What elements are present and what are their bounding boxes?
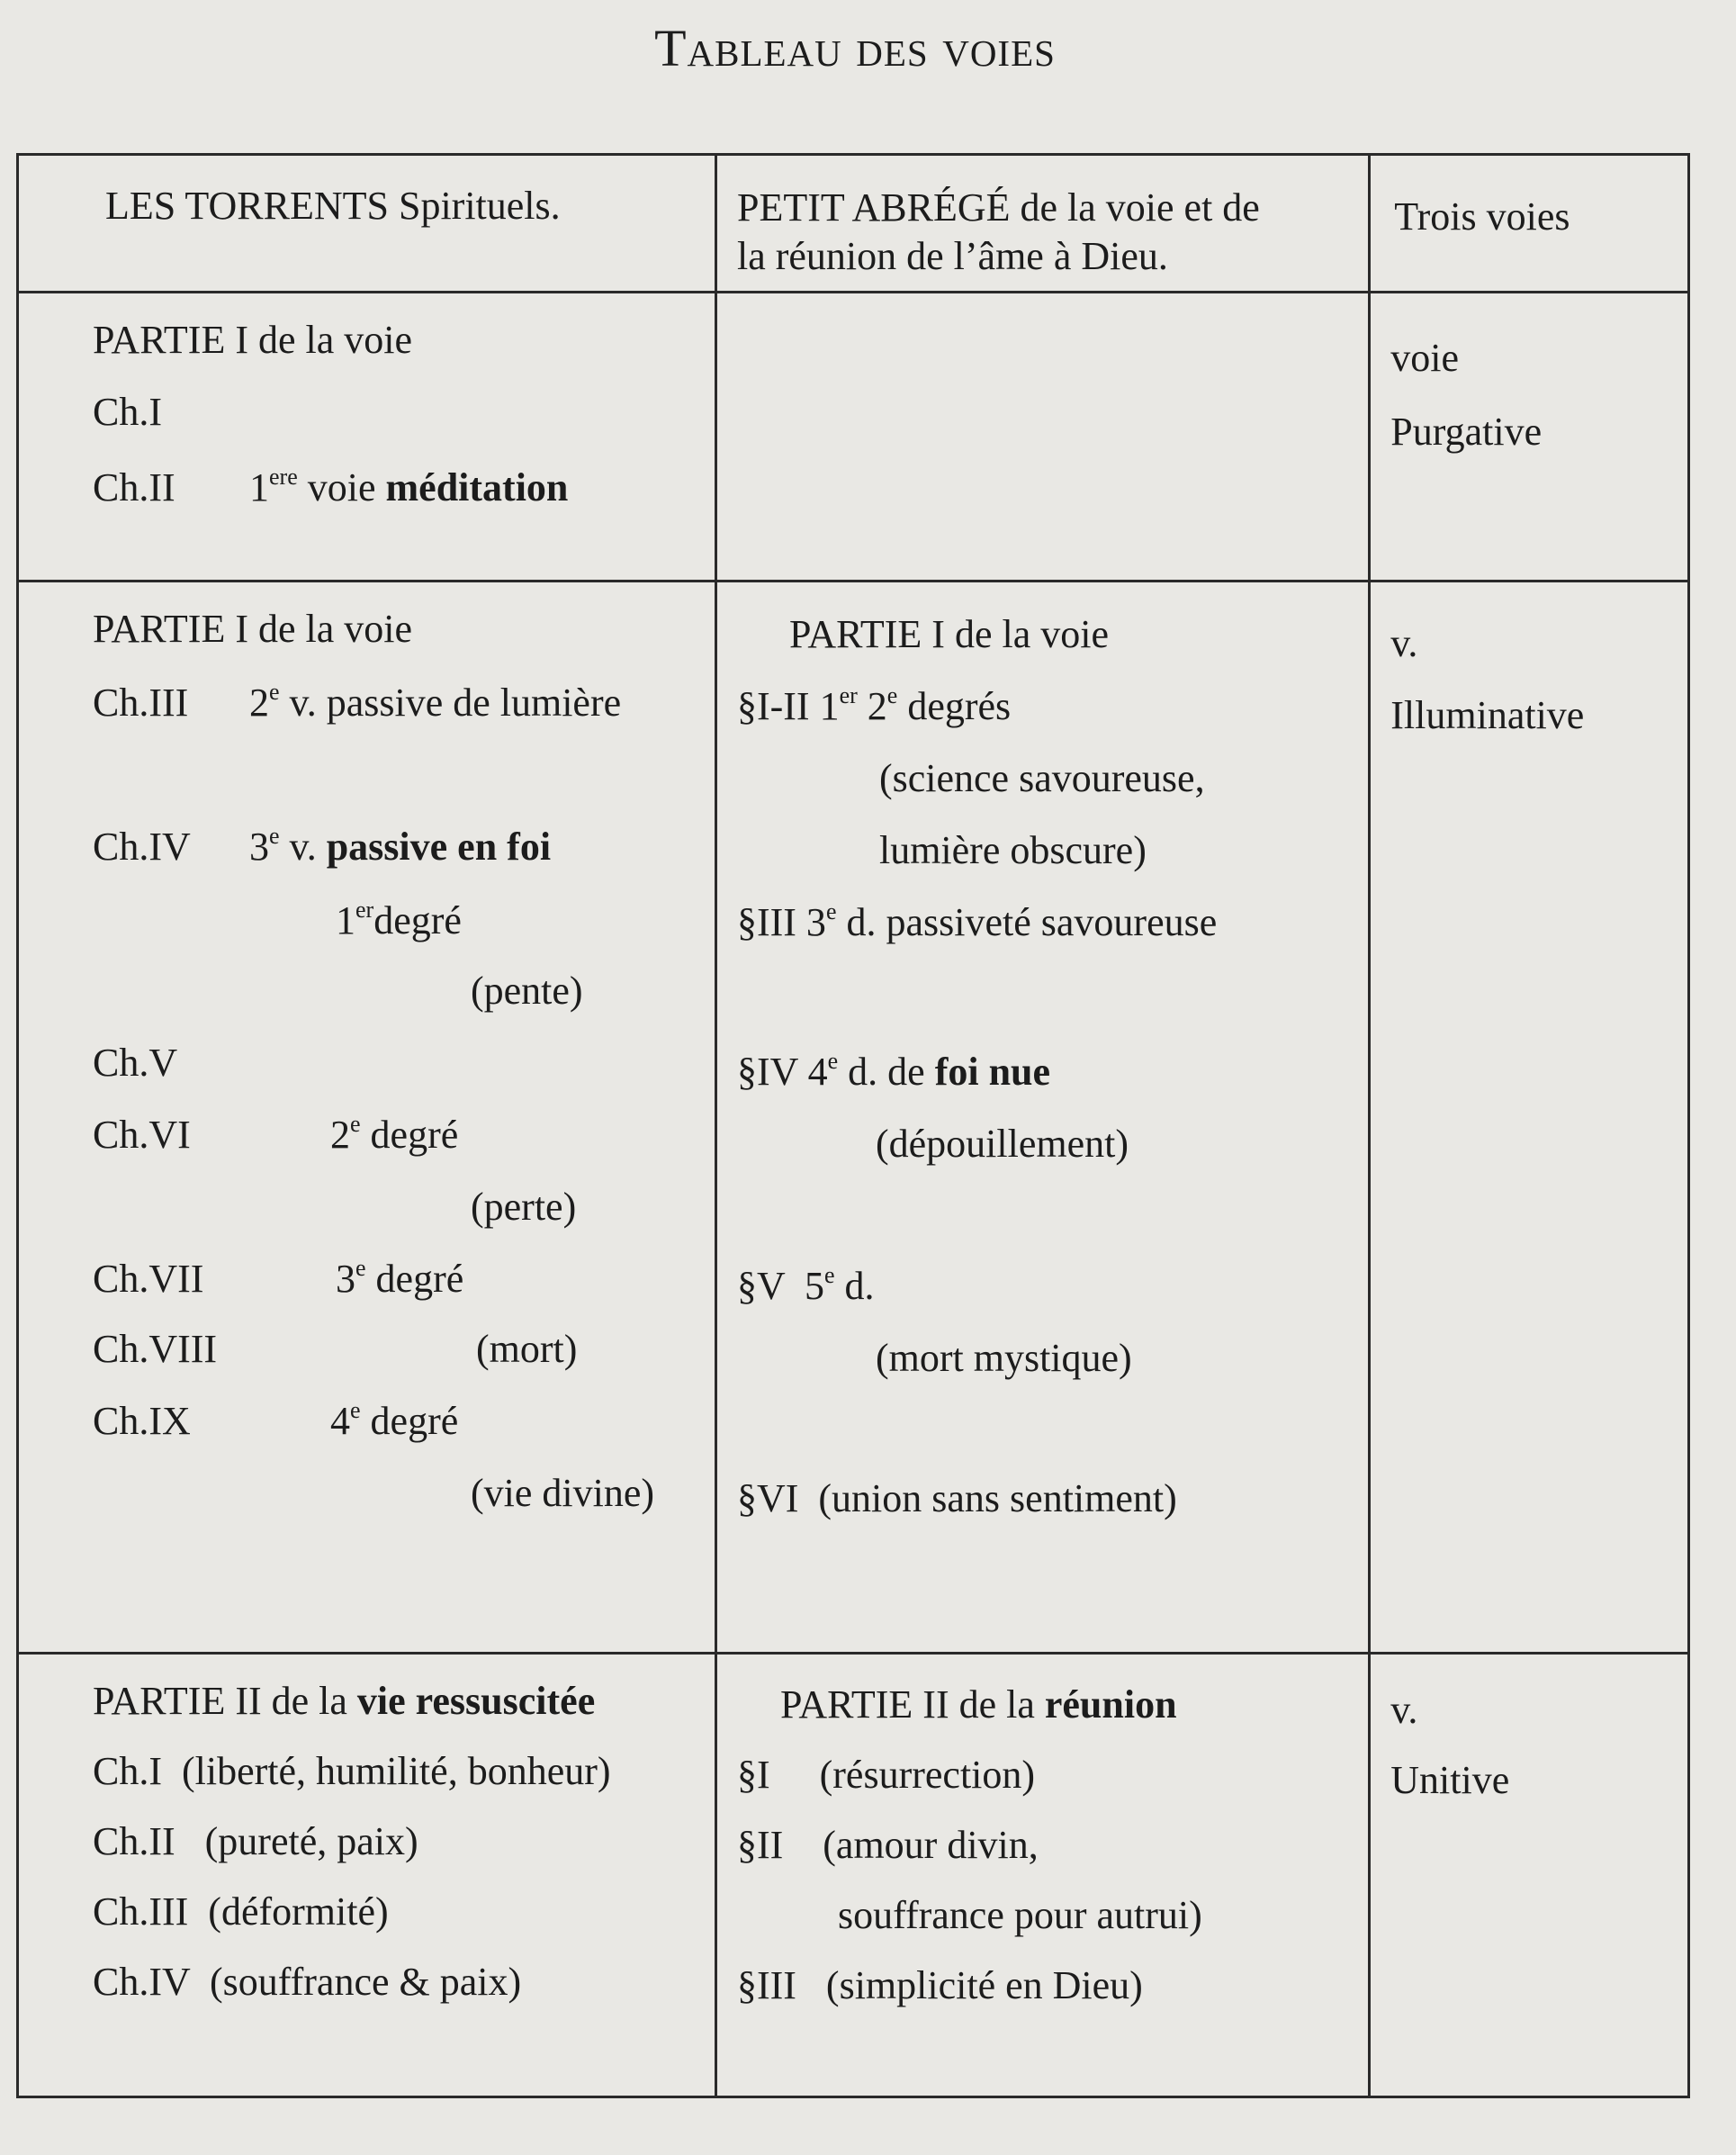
deg3-text: degré (365, 1257, 464, 1301)
deg4-num: 4 (330, 1399, 350, 1443)
row-unitive (18, 1654, 1689, 2097)
header-col3-text: Trois voies (1394, 194, 1570, 239)
deg4-text: degré (360, 1399, 459, 1443)
illum-ch5: Ch.V (93, 1041, 178, 1085)
unit2-reunion: réunion (1044, 1682, 1177, 1727)
header-torrents (18, 155, 716, 293)
header-row (18, 155, 1689, 293)
header-trois-voies (1370, 155, 1689, 293)
row-purgative (18, 293, 1689, 582)
deg1-text: degré (373, 898, 462, 942)
illum-deg1 (336, 897, 462, 942)
ch4-text: v. (279, 825, 327, 869)
s5-b: d. (834, 1264, 875, 1308)
deg2-num: 2 (330, 1113, 350, 1157)
illuminative-col1 (18, 582, 716, 1654)
unit-partie-a: PARTIE II de la (93, 1679, 357, 1723)
illum-ch4: Ch.IV (93, 825, 191, 869)
unit-partie (93, 1679, 596, 1723)
unit2-s3: §III (simplicité en Dieu) (736, 1963, 1143, 2007)
deg3-sup: e (355, 1255, 366, 1281)
deg3-num: 3 (336, 1257, 355, 1301)
illum-ch6: Ch.VI (93, 1113, 191, 1157)
s12-sup1: er (839, 682, 858, 708)
voies-table (16, 153, 1690, 2098)
illuminative-label: Illuminative (1390, 693, 1585, 737)
unit2-partie-a: PARTIE II de la (779, 1682, 1045, 1727)
deg2-text: degré (360, 1113, 459, 1157)
unitive-col3 (1370, 1654, 1689, 2097)
illum2-depouillement: (dépouillement) (875, 1122, 1129, 1166)
ch4-passive-en-foi: passive en foi (326, 825, 552, 869)
purgative-ch1: Ch.I (93, 390, 162, 434)
unitive-v: v. (1390, 1688, 1418, 1732)
purgative-voie: voie (1390, 336, 1460, 380)
purgative-ch2: Ch.II (93, 465, 175, 509)
unit2-s2b: souffrance pour autrui) (837, 1893, 1202, 1937)
illuminative-col2 (715, 582, 1369, 1654)
illum-deg3 (336, 1255, 464, 1301)
unitive-col2 (715, 1654, 1369, 2097)
illum2-s6: §VI (union sans sentiment) (736, 1476, 1177, 1520)
deg4-sup: e (350, 1397, 361, 1423)
deg2-sup: e (350, 1111, 361, 1137)
ch4-num: 3 (249, 825, 269, 869)
ch4-sup: e (269, 823, 280, 849)
header-col1-text: LES TORRENTS Spirituels. (105, 184, 561, 228)
purgative-label: Purgative (1390, 410, 1543, 454)
unit2-s2: §II (amour divin, (736, 1823, 1039, 1867)
unit2-partie (779, 1682, 1177, 1727)
illum-deg4 (330, 1397, 459, 1443)
ch3-text: v. passive de lumière (279, 681, 622, 725)
ch2-sup: ere (269, 464, 298, 490)
s12-sup2: e (886, 682, 898, 708)
purgative-col2 (715, 293, 1369, 582)
header-col2-line2: la réunion de l’âme à Dieu. (736, 234, 1168, 278)
ch3-num: 2 (249, 681, 269, 725)
ch2-num: 1 (249, 465, 269, 509)
s3-a: §III 3 (736, 900, 826, 944)
row-illuminative (18, 582, 1689, 1654)
purgative-ch2-voie (249, 464, 569, 509)
illum2-s5 (736, 1262, 875, 1308)
unit-ch4: Ch.IV (souffrance & paix) (93, 1960, 522, 2004)
illum-vie-divine: (vie divine) (471, 1471, 655, 1515)
s4-foi-nue: foi nue (934, 1050, 1051, 1094)
illum2-s4 (736, 1048, 1051, 1094)
unit-ch1: Ch.I (liberté, humilité, bonheur) (93, 1749, 611, 1793)
illum-ch8: Ch.VIII (93, 1327, 218, 1371)
s3-sup: e (825, 898, 837, 924)
s4-sup: e (827, 1048, 839, 1074)
illum-ch7: Ch.VII (93, 1257, 204, 1301)
illum-deg2 (330, 1111, 459, 1157)
s4-b: d. de (838, 1050, 935, 1094)
unit-ch3: Ch.III (déformité) (93, 1889, 389, 1934)
header-abrege (715, 155, 1369, 293)
ch3-sup: e (269, 679, 280, 705)
illum2-lumiere: lumière obscure) (878, 828, 1147, 872)
illuminative-v: v. (1390, 621, 1418, 665)
illum2-partie: PARTIE I de la voie (788, 612, 1109, 656)
illum2-s12 (736, 682, 1012, 728)
s12-c: degrés (897, 684, 1012, 728)
illuminative-col3 (1370, 582, 1689, 1654)
illum-partie: PARTIE I de la voie (93, 607, 413, 651)
illum-pente: (pente) (471, 969, 583, 1013)
s3-b: d. passiveté savoureuse (836, 900, 1218, 944)
illum-mort: (mort) (476, 1327, 578, 1371)
ch2-meditation: méditation (385, 465, 569, 509)
illum-perte: (perte) (471, 1185, 577, 1229)
page-title: Tableau des voies (654, 19, 1056, 77)
s12-b: 2 (857, 684, 887, 728)
unit-ch2: Ch.II (pureté, paix) (93, 1819, 418, 1863)
unit-vie-ressuscitee: vie ressuscitée (356, 1679, 596, 1723)
illum-ch3: Ch.III (93, 681, 189, 725)
deg1-sup: er (355, 897, 374, 923)
purgative-col1 (18, 293, 716, 582)
s4-a: §IV 4 (736, 1050, 828, 1094)
unitive-col1 (18, 1654, 716, 2097)
ch2-voie: voie (297, 465, 386, 509)
s5-a: §V 5 (736, 1264, 824, 1308)
header-col2-line1: PETIT ABRÉGÉ de la voie et de (736, 185, 1260, 230)
deg1-num: 1 (336, 898, 355, 942)
unit2-s1: §I (résurrection) (736, 1753, 1036, 1797)
illum2-mort-mystique: (mort mystique) (875, 1336, 1132, 1380)
illum2-s3 (736, 898, 1218, 944)
s12-a: §I-II 1 (736, 684, 840, 728)
purgative-partie: PARTIE I de la voie (93, 318, 413, 362)
purgative-col3 (1370, 293, 1689, 582)
illum-ch4-text (249, 823, 552, 869)
unitive-label: Unitive (1390, 1758, 1510, 1802)
illum-ch3-text (249, 679, 622, 725)
illum-ch9: Ch.IX (93, 1399, 191, 1443)
s5-sup: e (823, 1262, 835, 1288)
illum2-science: (science savoureuse, (878, 756, 1205, 800)
